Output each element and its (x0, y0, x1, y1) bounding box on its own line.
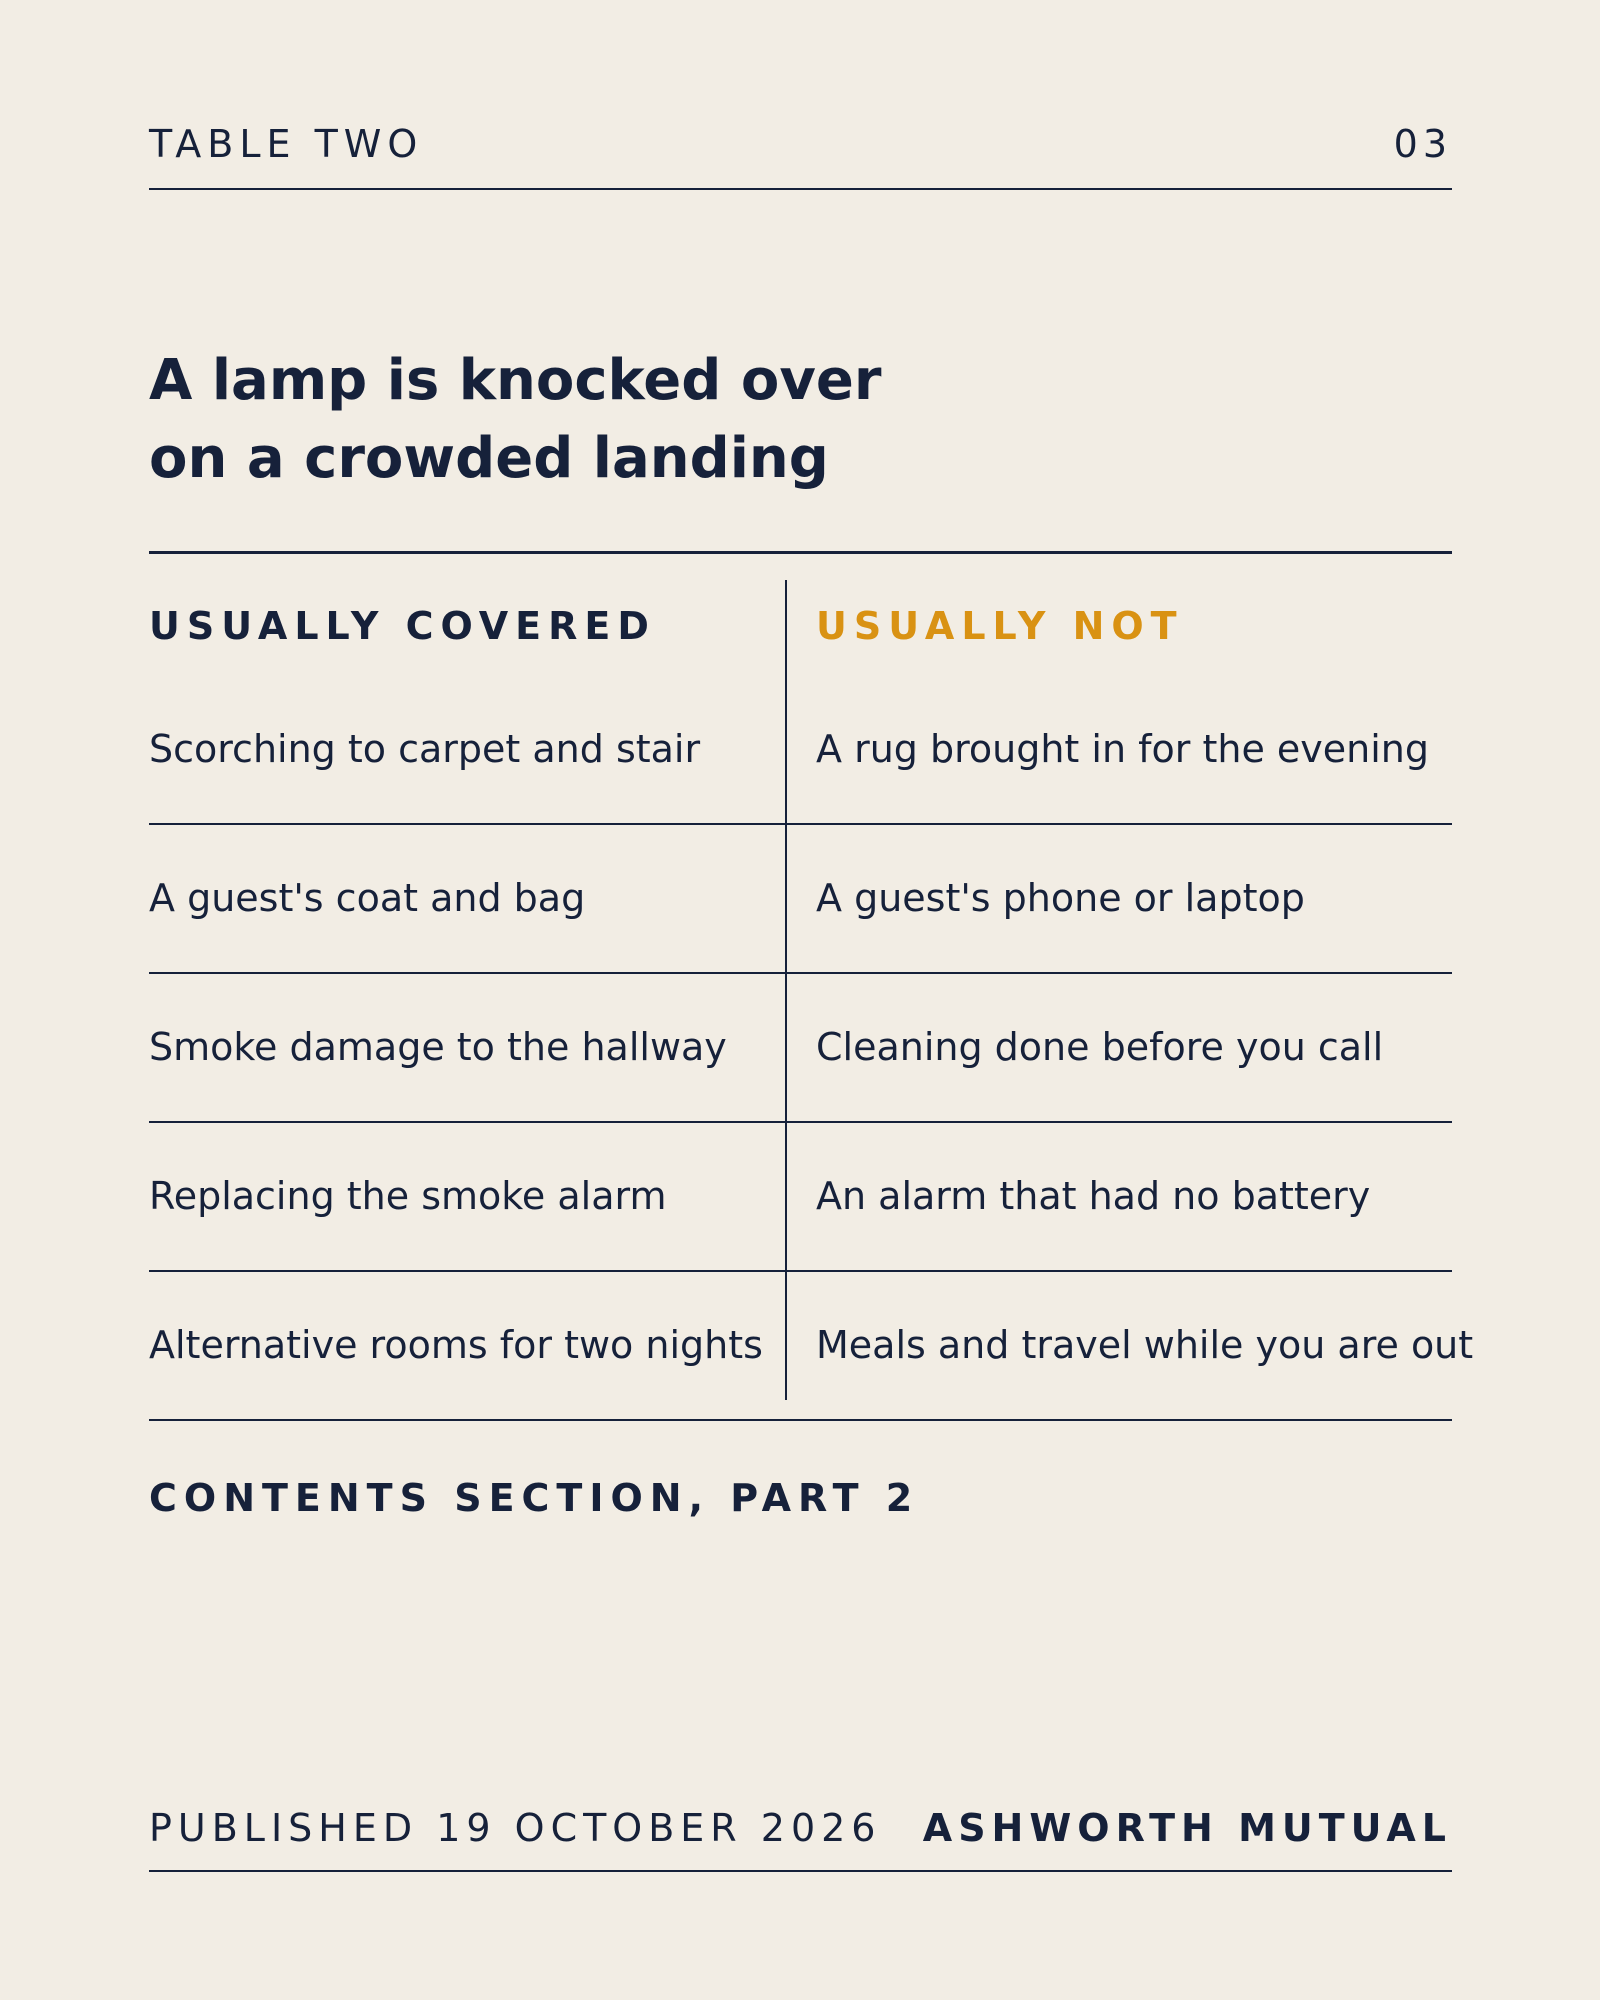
covered-column-heading: USUALLY COVERED (149, 604, 656, 648)
publication-date: PUBLISHED 19 OCTOBER 2026 (149, 1806, 882, 1850)
covered-cell: Scorching to carpet and stair (149, 727, 701, 771)
table-rows (149, 676, 1474, 1421)
not-covered-cell: Cleaning done before you call (816, 1025, 1384, 1069)
not-covered-cell: A rug brought in for the evening (816, 727, 1429, 771)
table-row (149, 974, 1452, 1123)
page-number: 03 (1393, 122, 1452, 166)
not-covered-column-heading: USUALLY NOT (816, 604, 1184, 648)
title-divider (149, 551, 1452, 554)
page-header (149, 118, 1452, 190)
covered-cell: Replacing the smoke alarm (149, 1174, 667, 1218)
table-row (149, 825, 1452, 974)
table-row (149, 1272, 1474, 1421)
title-line-2: on a crowded landing (149, 426, 829, 491)
not-covered-cell: A guest's phone or laptop (816, 876, 1305, 920)
page-title (149, 342, 1049, 498)
covered-cell: A guest's coat and bag (149, 876, 586, 920)
table-row (149, 676, 1452, 825)
document-page (149, 0, 1474, 2000)
covered-cell: Alternative rooms for two nights (149, 1323, 763, 1367)
page-footer (149, 1800, 1452, 1872)
table-row (149, 1123, 1452, 1272)
not-covered-cell: An alarm that had no battery (816, 1174, 1371, 1218)
brand-name: ASHWORTH MUTUAL (922, 1806, 1452, 1850)
title-line-1: A lamp is knocked over (149, 348, 882, 413)
section-note: CONTENTS SECTION, PART 2 (149, 1476, 920, 1520)
not-covered-cell: Meals and travel while you are out (816, 1323, 1474, 1367)
covered-cell: Smoke damage to the hallway (149, 1025, 727, 1069)
section-label: TABLE TWO (149, 122, 424, 166)
